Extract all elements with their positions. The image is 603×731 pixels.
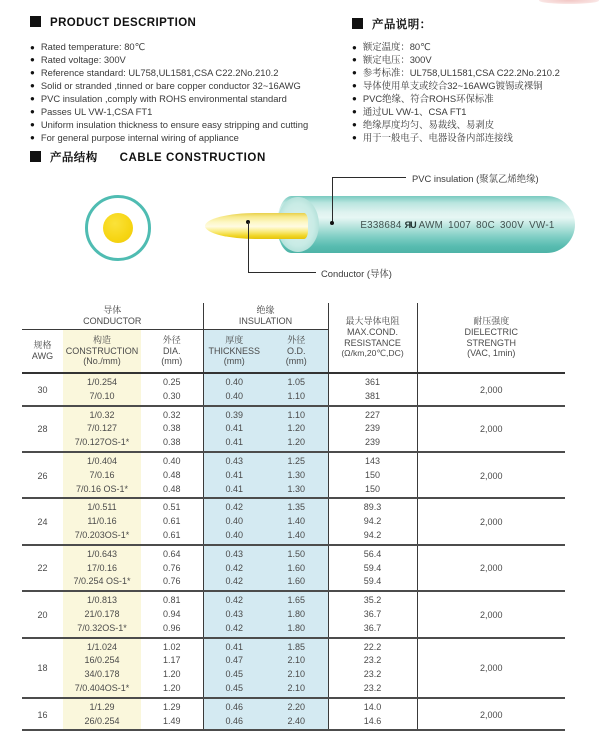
cell-resistance: 56.4 59.4 59.4 bbox=[328, 545, 417, 591]
cell-awg: 22 bbox=[37, 563, 48, 574]
cable-spec-table bbox=[22, 303, 565, 731]
bullet-item: ● Passes UL VW-1,CSA FT1 bbox=[30, 106, 308, 119]
conductor-group-header: 导体 CONDUCTOR bbox=[22, 303, 203, 330]
cropped-logo-remnant bbox=[539, 0, 599, 4]
cell-od: 2.20 2.40 bbox=[265, 698, 328, 731]
cell-dia: 0.64 0.76 0.76 bbox=[162, 548, 181, 587]
awg-header: 规格 AWG bbox=[22, 330, 63, 374]
table-row-awg-24 bbox=[22, 498, 565, 544]
table-row-awg-22 bbox=[22, 545, 565, 591]
table-row-awg-30 bbox=[22, 373, 565, 406]
cell-awg: 20 bbox=[37, 609, 48, 620]
cell-resistance: 14.0 14.6 bbox=[328, 698, 417, 731]
cell-od: 1.10 1.20 1.20 bbox=[265, 406, 328, 452]
product-notes-title-text: 产品说明： bbox=[372, 19, 432, 31]
cell-od: 1.65 1.80 1.80 bbox=[265, 591, 328, 637]
cell-construction: 1/0.254 7/0.10 bbox=[63, 373, 141, 406]
cell-dia: 1.02 1.17 1.20 1.20 bbox=[162, 641, 181, 693]
cell-thickness: 0.43 0.42 0.42 bbox=[203, 545, 265, 591]
cell-od: 1.25 1.30 1.30 bbox=[265, 452, 328, 498]
conductor-callout-line bbox=[248, 272, 316, 273]
cable-construction-title bbox=[30, 149, 266, 165]
cell-dielectric: 2,000 bbox=[417, 406, 565, 452]
table-row-awg-26 bbox=[22, 452, 565, 498]
cell-od: 1.85 2.10 2.10 2.10 bbox=[265, 638, 328, 698]
cable-construction-title-en: CABLE CONSTRUCTION bbox=[119, 152, 266, 164]
cell-awg: 24 bbox=[37, 517, 48, 528]
cell-resistance: 89.3 94.2 94.2 bbox=[328, 498, 417, 544]
table-row-awg-20 bbox=[22, 591, 565, 637]
cell-construction: 1/0.32 7/0.127 7/0.127OS-1* bbox=[63, 406, 141, 452]
bullet-item: ● 绝缘厚度均匀、易裁线、易剥皮 bbox=[352, 119, 560, 132]
bullet-item: ● 额定温度：80℃ bbox=[352, 41, 560, 54]
cell-awg: 28 bbox=[37, 424, 48, 435]
bullet-item: ● Solid or stranded ,tinned or bare copper conductor 32~16AWG bbox=[30, 80, 308, 93]
product-notes-title bbox=[352, 16, 432, 32]
cell-thickness: 0.46 0.46 bbox=[203, 698, 265, 731]
thickness-header: 厚度 THICKNESS (mm) bbox=[203, 330, 265, 374]
cell-thickness: 0.40 0.40 bbox=[203, 373, 265, 406]
section-marker-icon bbox=[352, 18, 363, 29]
callout-dot bbox=[330, 221, 334, 225]
cell-dielectric: 2,000 bbox=[417, 638, 565, 698]
insulation-callout-line bbox=[332, 177, 333, 223]
cell-thickness: 0.43 0.41 0.41 bbox=[203, 452, 265, 498]
cell-dia: 0.25 0.30 bbox=[162, 377, 181, 401]
cable-print-cert-number: E338684 bbox=[360, 220, 402, 231]
bullet-item: ● Rated temperature: 80℃ bbox=[30, 41, 308, 54]
dia-header: 外径 DIA. (mm) bbox=[141, 330, 203, 374]
table-row-awg-28 bbox=[22, 406, 565, 452]
cell-awg: 30 bbox=[37, 384, 48, 395]
od-header: 外径 O.D. (mm) bbox=[265, 330, 328, 374]
cell-dielectric: 2,000 bbox=[417, 373, 565, 406]
bullet-item: ● Reference standard: UL758,UL1581,CSA C22.2No.210.2 bbox=[30, 67, 308, 80]
cell-dia: 0.32 0.38 0.38 bbox=[162, 409, 181, 448]
cell-dielectric: 2,000 bbox=[417, 452, 565, 498]
table-group-header-row bbox=[22, 303, 565, 330]
insulation-label: PVC insulation (聚氯乙烯绝缘) bbox=[412, 173, 539, 184]
cell-thickness: 0.42 0.43 0.42 bbox=[203, 591, 265, 637]
cell-resistance: 22.2 23.2 23.2 23.2 bbox=[328, 638, 417, 698]
description-bullets-en bbox=[30, 41, 308, 145]
cell-resistance: 35.2 36.7 36.7 bbox=[328, 591, 417, 637]
cable-print-rating: AWM 1007 80C 300V VW-1 bbox=[418, 220, 555, 231]
cell-resistance: 361 381 bbox=[328, 373, 417, 406]
cell-construction: 1/1.024 16/0.254 34/0.178 7/0.404OS-1* bbox=[63, 638, 141, 698]
cell-thickness: 0.42 0.40 0.40 bbox=[203, 498, 265, 544]
bullet-item: ● 导体使用单支或绞合32~16AWG镀锡或裸铜 bbox=[352, 80, 560, 93]
bullet-item: ● PVC insulation ,comply with ROHS environmental standard bbox=[30, 93, 308, 106]
cell-resistance: 227 239 239 bbox=[328, 406, 417, 452]
description-bullets-zh bbox=[352, 41, 560, 145]
cell-resistance: 143 150 150 bbox=[328, 452, 417, 498]
specification-table bbox=[22, 303, 565, 731]
dielectric-header: 耐压强度 DIELECTRIC STRENGTH (VAC, 1min) bbox=[417, 303, 565, 373]
bullet-item: ● Rated voltage: 300V bbox=[30, 54, 308, 67]
cell-awg: 26 bbox=[37, 470, 48, 481]
cell-awg: 18 bbox=[37, 663, 48, 674]
conductor-callout-line bbox=[248, 222, 249, 272]
insulation-group-header: 绝缘 INSULATION bbox=[203, 303, 328, 330]
product-description-title-text: PRODUCT DESCRIPTION bbox=[50, 17, 197, 29]
cable-print-text bbox=[345, 220, 570, 231]
section-marker-icon bbox=[30, 16, 41, 27]
cell-dielectric: 2,000 bbox=[417, 545, 565, 591]
cell-od: 1.35 1.40 1.40 bbox=[265, 498, 328, 544]
ul-recognized-mark-icon: ЯU bbox=[404, 220, 416, 230]
cell-dia: 1.29 1.49 bbox=[162, 701, 181, 726]
cell-dielectric: 2,000 bbox=[417, 698, 565, 731]
bullet-item: ● Uniform insulation thickness to ensure easy stripping and cutting bbox=[30, 119, 308, 132]
table-row-awg-18 bbox=[22, 638, 565, 698]
section-marker-icon bbox=[30, 151, 41, 162]
bullet-item: ● For general purpose internal wiring of appliance bbox=[30, 132, 308, 145]
cell-awg: 16 bbox=[37, 709, 48, 720]
bullet-item: ● 额定电压：300V bbox=[352, 54, 560, 67]
construction-header: 构造 CONSTRUCTION (No./mm) bbox=[63, 330, 141, 374]
bullet-item: ● PVC绝缘、符合ROHS环保标准 bbox=[352, 93, 560, 106]
cell-od: 1.50 1.60 1.60 bbox=[265, 545, 328, 591]
cell-dia: 0.81 0.94 0.96 bbox=[162, 595, 181, 633]
cell-dia: 0.40 0.48 0.48 bbox=[162, 455, 181, 494]
cell-dielectric: 2,000 bbox=[417, 498, 565, 544]
conductor-label: Conductor (导体) bbox=[321, 268, 392, 279]
bullet-item: ● 用于一般电子、电器设备内部连接线 bbox=[352, 132, 560, 145]
cell-construction: 1/0.511 11/0.16 7/0.203OS-1* bbox=[63, 498, 141, 544]
cell-construction: 1/0.643 17/0.16 7/0.254 OS-1* bbox=[63, 545, 141, 591]
conductor-rod bbox=[205, 213, 308, 239]
cell-thickness: 0.41 0.47 0.45 0.45 bbox=[203, 638, 265, 698]
cell-thickness: 0.39 0.41 0.41 bbox=[203, 406, 265, 452]
cell-dia: 0.51 0.61 0.61 bbox=[162, 502, 181, 540]
insulation-callout-line bbox=[332, 177, 406, 178]
table-row-awg-16 bbox=[22, 698, 565, 731]
cable-cross-section bbox=[85, 195, 151, 261]
product-description-title bbox=[30, 16, 196, 29]
cell-dielectric: 2,000 bbox=[417, 591, 565, 637]
cable-construction-title-zh: 产品结构 bbox=[50, 152, 98, 164]
bullet-item: ● 通过UL VW-1、CSA FT1 bbox=[352, 106, 560, 119]
cell-construction: 1/0.404 7/0.16 7/0.16 OS-1* bbox=[63, 452, 141, 498]
resistance-header: 最大导体电阻 MAX.COND. RESISTANCE (Ω/km,20℃,DC) bbox=[328, 303, 417, 373]
conductor-core-circle bbox=[103, 213, 133, 243]
cell-construction: 1/0.813 21/0.178 7/0.32OS-1* bbox=[63, 591, 141, 637]
bullet-item: ● 参考标准：UL758,UL1581,CSA C22.2No.210.2 bbox=[352, 67, 560, 80]
cell-od: 1.05 1.10 bbox=[265, 373, 328, 406]
cell-construction: 1/1.29 26/0.254 bbox=[63, 698, 141, 731]
